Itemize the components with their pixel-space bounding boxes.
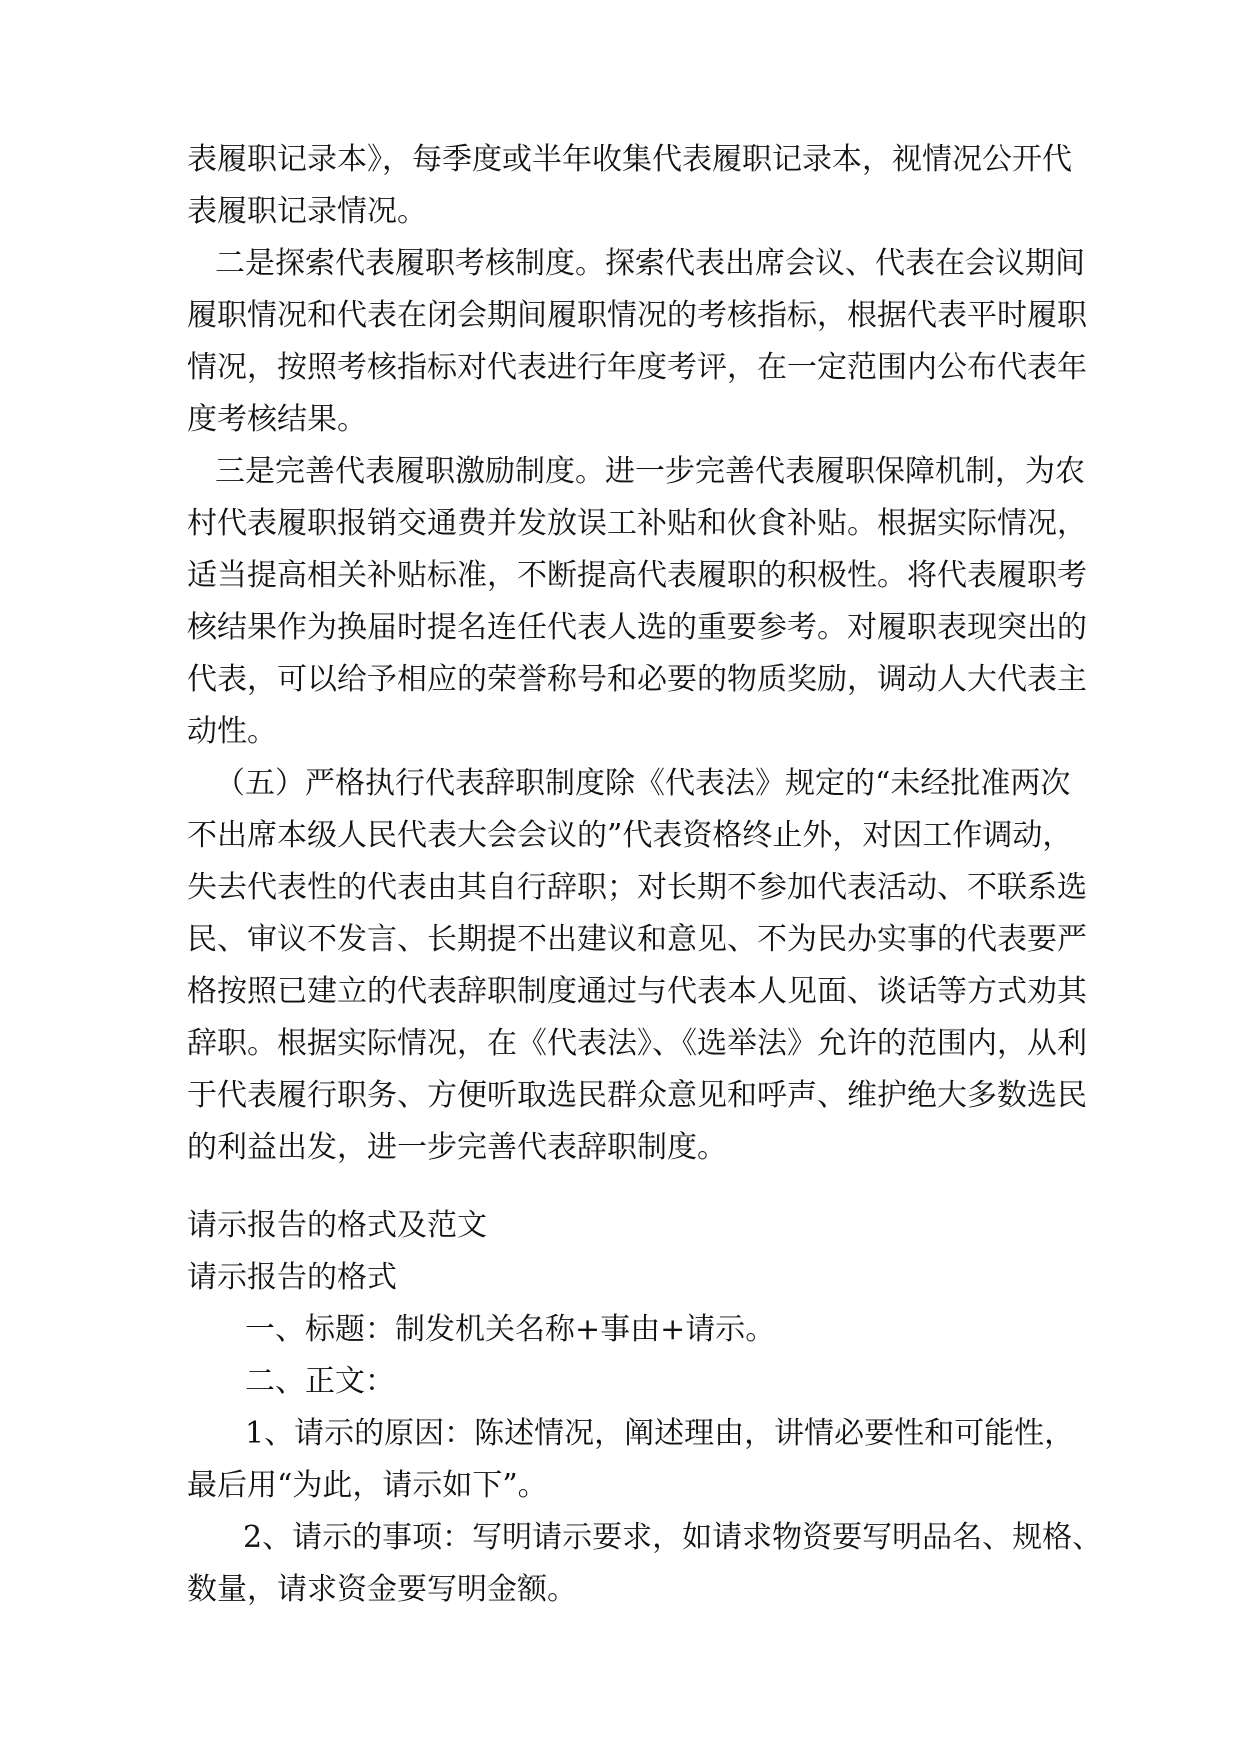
paragraph-line: 动性。 — [187, 714, 277, 749]
paragraph-line: 民、审议不发言、长期提不出建议和意见、不为民办实事的代表要严 — [187, 922, 1087, 957]
reason-line: 1、请示的原因：陈述情况，阐述理由，讲情必要性和可能性， — [245, 1416, 1075, 1451]
paragraph-line: （五）严格执行代表辞职制度除《代表法》规定的“未经批准两次 — [215, 766, 1071, 801]
paragraph-line: 村代表履职报销交通费并发放误工补贴和伙食补贴。根据实际情况， — [187, 506, 1087, 541]
paragraph-line: 失去代表性的代表由其自行辞职；对长期不参加代表活动、不联系选 — [187, 870, 1087, 905]
format-item-body: 二、正文： — [245, 1364, 395, 1399]
section-subtitle: 请示报告的格式 — [187, 1260, 397, 1295]
paragraph-line: 表履职记录情况。 — [187, 194, 427, 229]
paragraph-line: 情况，按照考核指标对代表进行年度考评，在一定范围内公布代表年 — [187, 350, 1087, 385]
format-item-title: 一、标题：制发机关名称+事由+请示。 — [245, 1312, 776, 1347]
body-text-section — [187, 134, 1087, 1174]
paragraph-line: 于代表履行职务、方便听取选民群众意见和呼声、维护绝大多数选民 — [187, 1078, 1087, 1113]
paragraph-line: 度考核结果。 — [187, 402, 367, 437]
paragraph-line: 的利益出发，进一步完善代表辞职制度。 — [187, 1130, 727, 1165]
paragraph-line: 代表，可以给予相应的荣誉称号和必要的物质奖励，调动人大代表主 — [187, 662, 1087, 697]
paragraph-line: 辞职。根据实际情况，在《代表法》、《选举法》允许的范围内，从利 — [187, 1026, 1087, 1061]
paragraph-line: 格按照已建立的代表辞职制度通过与代表本人见面、谈话等方式劝其 — [187, 974, 1087, 1009]
paragraph-line: 不出席本级人民代表大会会议的”代表资格终止外，对因工作调动， — [187, 818, 1073, 853]
paragraph-line: 三是完善代表履职激励制度。进一步完善代表履职保障机制，为农 — [215, 454, 1085, 489]
paragraph-line: 表履职记录本》，每季度或半年收集代表履职记录本，视情况公开代 — [187, 142, 1072, 177]
matter-line: 数量，请求资金要写明金额。 — [187, 1572, 577, 1607]
reason-line: 最后用“为此，请示如下”。 — [187, 1468, 548, 1503]
paragraph-line: 核结果作为换届时提名连任代表人选的重要参考。对履职表现突出的 — [187, 610, 1087, 645]
paragraph-line: 适当提高相关补贴标准，不断提高代表履职的积极性。将代表履职考 — [187, 558, 1087, 593]
section-title: 请示报告的格式及范文 — [187, 1208, 487, 1243]
paragraph-line: 二是探索代表履职考核制度。探索代表出席会议、代表在会议期间 — [215, 246, 1085, 281]
request-report-section — [187, 1200, 1103, 1616]
paragraph-line: 履职情况和代表在闭会期间履职情况的考核指标，根据代表平时履职 — [187, 298, 1087, 333]
matter-line: 2、请示的事项：写明请示要求，如请求物资要写明品名、规格、 — [243, 1520, 1103, 1555]
